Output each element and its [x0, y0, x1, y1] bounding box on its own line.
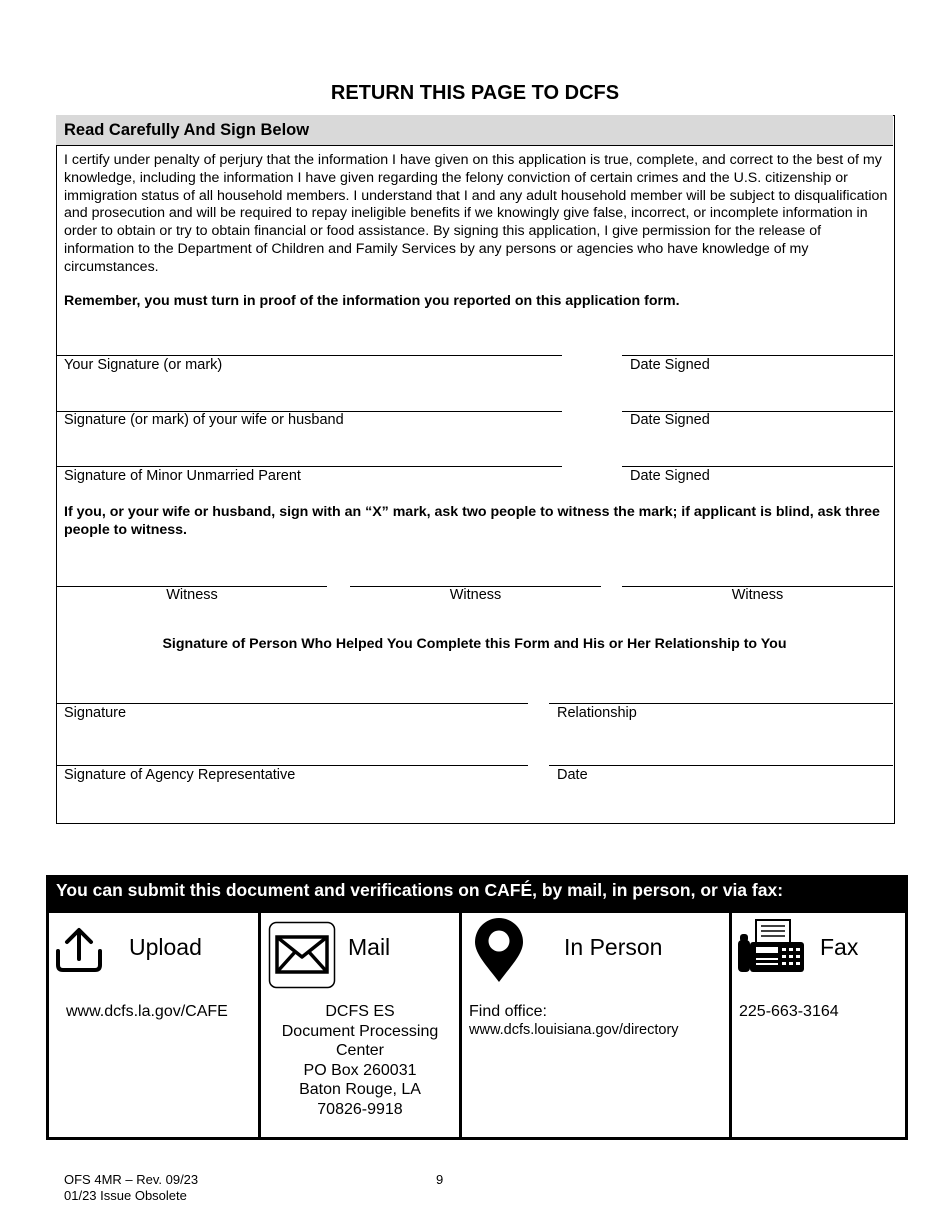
- page-number: 9: [436, 1172, 444, 1187]
- certification-text: I certify under penalty of perjury that the information I have given on this application is true, complete, and correct to the best of my knowledge, including the information I have given regarding the felony conviction of certain crimes and the U.S. citizenship or immigration status of all household members. I understand that I and any adult household member will be subject to disqualification and prosecution and will be required to repay ineligible benefits if we knowingly give false, incorrect, or incomplete information in order to obtain or try to obtain financial or food assistance. By signing this application, I give permission for the release of information to the Department of Children and Family Services by any persons or agencies who have knowledge of my circumstances.: [64, 152, 888, 275]
- agency-date-line[interactable]: [549, 765, 893, 766]
- helper-signature-label: Signature: [64, 705, 127, 721]
- in-person-title: In Person: [564, 934, 663, 960]
- obsolete-note: 01/23 Issue Obsolete: [64, 1188, 187, 1203]
- directory-url[interactable]: www.dcfs.louisiana.gov/directory: [469, 1022, 679, 1038]
- upload-icon: [54, 925, 104, 973]
- section-header: [56, 115, 893, 146]
- witness-label-3: Witness: [731, 587, 784, 603]
- column-divider: [729, 913, 732, 1140]
- agency-signature-label: Signature of Agency Representative: [64, 767, 296, 783]
- reminder-text: Remember, you must turn in proof of the information you reported on this application form.: [64, 293, 680, 309]
- spouse-signature-label: Signature (or mark) of your wife or husband: [64, 412, 344, 428]
- submit-panel-header-text: You can submit this document and verifications on CAFÉ, by mail, in person, or via fax:: [56, 880, 784, 900]
- page-title: RETURN THIS PAGE TO DCFS: [330, 82, 620, 104]
- mail-address-line: Center: [335, 1042, 385, 1060]
- fax-icon: [736, 918, 806, 974]
- minor-parent-signature-line[interactable]: [57, 466, 562, 467]
- relationship-label: Relationship: [557, 705, 637, 721]
- your-signature-line[interactable]: [57, 355, 562, 356]
- date-signed-line-1[interactable]: [622, 355, 893, 356]
- date-signed-label-2: Date Signed: [630, 412, 710, 428]
- agency-date-label: Date: [557, 767, 588, 783]
- submit-panel-header: [46, 875, 908, 913]
- upload-url[interactable]: www.dcfs.la.gov/CAFE: [66, 1003, 228, 1020]
- witness-label-1: Witness: [166, 587, 218, 603]
- column-divider: [459, 913, 462, 1140]
- envelope-icon: [268, 921, 336, 989]
- fax-title: Fax: [820, 934, 859, 960]
- helper-heading: Signature of Person Who Helped You Complete this Form and His or Her Relationship to You: [162, 636, 787, 652]
- agency-signature-line[interactable]: [57, 765, 528, 766]
- mail-address-line: PO Box 260031: [303, 1061, 417, 1079]
- relationship-line[interactable]: [549, 703, 893, 704]
- form-id: OFS 4MR – Rev. 09/23: [64, 1172, 199, 1187]
- minor-parent-signature-label: Signature of Minor Unmarried Parent: [64, 468, 301, 484]
- fax-number: 225-663-3164: [739, 1003, 839, 1020]
- mail-address-line: Document Processing: [281, 1022, 439, 1040]
- mail-address-line: 70826-9918: [317, 1100, 403, 1118]
- mail-title: Mail: [348, 934, 391, 960]
- date-signed-label-3: Date Signed: [630, 468, 710, 484]
- witness-note: If you, or your wife or husband, sign with an “X” mark, ask two people to witness the mark; if applicant is blind, ask three people to witness.: [64, 504, 880, 538]
- mail-address-line: DCFS ES: [325, 1003, 395, 1020]
- witness-label-2: Witness: [449, 587, 502, 603]
- date-signed-label-1: Date Signed: [630, 357, 710, 373]
- mail-address-line: Baton Rouge, LA: [299, 1081, 421, 1099]
- find-office-label: Find office:: [469, 1003, 547, 1020]
- section-header-text: Read Carefully And Sign Below: [64, 121, 310, 139]
- mail-address: [261, 1002, 459, 1120]
- date-signed-line-3[interactable]: [622, 466, 893, 467]
- helper-signature-line[interactable]: [57, 703, 528, 704]
- upload-title: Upload: [129, 934, 202, 960]
- location-pin-icon: [473, 918, 525, 984]
- your-signature-label: Your Signature (or mark): [64, 357, 223, 373]
